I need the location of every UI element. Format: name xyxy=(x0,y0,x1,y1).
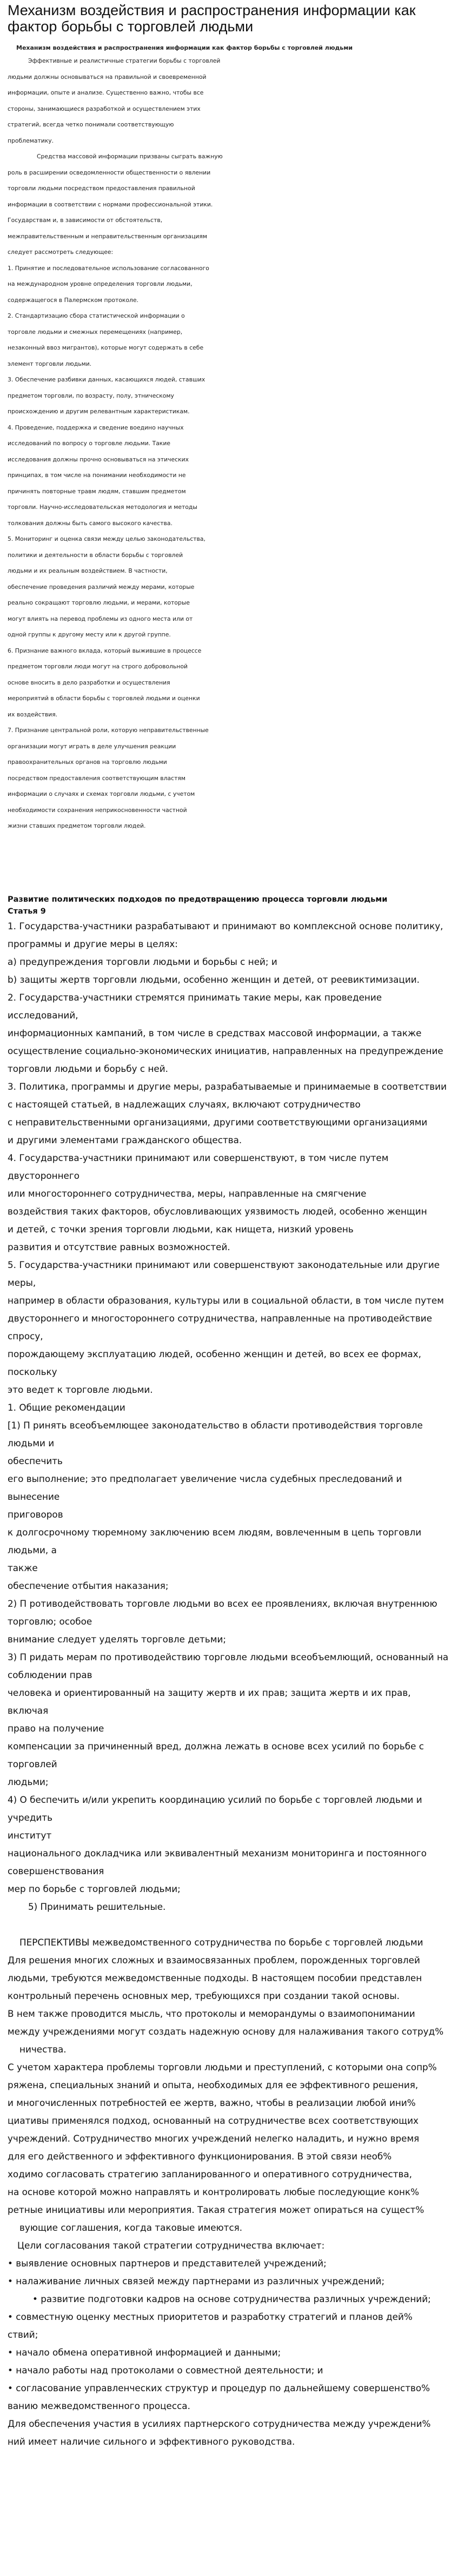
text-line: ряжена, специальных знаний и опыта, необходимых для ее эффективного решения, xyxy=(8,2079,419,2090)
text-line: 5. Мониторинг и оценка связи между целью законодательства, xyxy=(8,535,205,542)
text-line: людьми и их реальным воздействием. В частности, xyxy=(8,567,168,574)
text-line: • совместную оценку местных приоритетов и разработку стратегий и планов дей% xyxy=(8,2311,413,2322)
text-line: элемент торговли людьми. xyxy=(8,360,92,367)
text-line: • выявление основных партнеров и представителей учреждений; xyxy=(8,2257,327,2269)
text-line: незаконный ввоз мигрантов), которые могут содержать в себе xyxy=(8,344,204,351)
text-line: людьми; xyxy=(8,1776,49,1787)
text-line: 1. Общие рекомендации xyxy=(8,1401,125,1413)
text-line: компенсации за причиненный вред, должна лежать в основе всех усилий по борьбе с торговлей xyxy=(8,1740,424,1769)
text-line: обеспечение проведения различий между мерами, которые xyxy=(8,583,195,591)
text-line: жизни ставших предметом торговли людей. xyxy=(8,822,146,829)
text-line: информации, опыте и анализе. Существенно важно, чтобы все xyxy=(8,89,204,96)
text-line: двустороннего и многостороннего сотрудничества, направленные на противодействие спросу, xyxy=(8,1312,433,1341)
text-line: реально сокращают торговлю людьми, и мерами, которые xyxy=(8,599,190,606)
text-line: исследований по вопросу о торговле людьми. Такие xyxy=(8,440,170,447)
text-line: 2. Стандартизацию сбора статистической информации о xyxy=(8,312,185,319)
text-line: ретные инициативы или мероприятия. Такая стратегия может опираться на сущест% xyxy=(8,2204,424,2215)
text-line: информационных кампаний, в том числе в средствах массовой информации, а также xyxy=(8,1027,422,1038)
text-line: Эффективные и реалистичные стратегии борьбы с торговлей xyxy=(28,57,221,64)
text-line: • развитие подготовки кадров на основе сотрудничества различных учреждений; xyxy=(32,2293,431,2304)
text-line: 1. Принятие и последовательное использование согласованного xyxy=(8,264,209,272)
text-line: внимание следует уделять торговле детьми; xyxy=(8,1633,227,1645)
text-line: исследования должны прочно основываться на этических xyxy=(8,455,189,463)
text-line: учреждений. Сотрудничество многих учреждений нелегко наладить, и нужно время xyxy=(8,2132,420,2144)
text-line: торговли. Научно-исследовательская методология и методы xyxy=(8,504,197,511)
text-line: • налаживание личных связей между партнерами из различных учреждений; xyxy=(8,2275,385,2286)
section-subtitle: Механизм воздействия и распространения информации как фактор борьбы с торговлей людьми xyxy=(16,44,353,51)
text-line: также xyxy=(8,1562,38,1573)
text-line: совершенствования xyxy=(8,1865,104,1876)
text-line: воздействия таких факторов, обусловливающих уязвимость людей, особенно женщин xyxy=(8,1205,427,1217)
text-line: людьми должны основываться на правильной и своевременной xyxy=(8,73,207,81)
text-line: ствий; xyxy=(8,2329,38,2340)
text-line: стратегий, всегда четко понимали соответствующую xyxy=(8,121,174,128)
text-line: могут влиять на перевод проблемы из одного места или от xyxy=(8,615,193,622)
text-line: принципах, в том числе на понимании необходимости не xyxy=(8,472,186,479)
text-line: программы и другие меры в целях: xyxy=(8,938,178,949)
text-line: 3) П ридать мерам по противодействию торговле людьми всеобъемлющий, основанный на xyxy=(8,1651,449,1662)
text-line: соблюдении прав xyxy=(8,1669,92,1680)
text-line: на международном уровне определения торговли людьми, xyxy=(8,280,193,287)
text-line: 2. Государства-участники стремятся принимать такие меры, как проведение исследований, xyxy=(8,991,382,1021)
text-line: причинять повторные травм людям, ставшим предметом xyxy=(8,487,186,495)
text-line: и детей, с точки зрения торговли людьми, как нищета, низкий уровень xyxy=(8,1223,354,1235)
text-line: его выполнение; это предполагает увеличение числа судебных преследований и вынесение xyxy=(8,1473,402,1502)
text-line: циативы применялся подход, основанный на сотрудничестве всех соответствующих xyxy=(8,2115,419,2126)
text-line: для его действенного и эффективного функционирования. В этой связи необ% xyxy=(8,2150,392,2162)
text-line: происхождению и другим релевантным характеристикам. xyxy=(8,408,190,415)
text-line: одной группы к другому месту или к другой группе. xyxy=(8,631,171,638)
text-line: правоохранительных органов на торговлю людьми xyxy=(8,759,167,766)
text-line: b) защиты жертв торговли людьми, особенно женщин и детей, от реевиктимизации. xyxy=(8,974,420,985)
text-line: предметом торговли, по возрасту, полу, этническому xyxy=(8,392,174,399)
text-line: их воздействия. xyxy=(8,710,58,718)
text-line: 5) Принимать решительные. xyxy=(28,1901,166,1912)
text-line: и многочисленных потребностей ее жертв, важно, чтобы в реализации любой ини% xyxy=(8,2097,416,2108)
text-line: человека и ориентированный на защиту жертв и их прав; защита жертв и их прав, включая xyxy=(8,1687,411,1716)
text-line: ний имеет наличие сильного и эффективного руководства. xyxy=(8,2436,295,2447)
text-line: 4. Проведение, поддержка и сведение воедино научных xyxy=(8,424,184,431)
text-line: ванию межведомственного процесса. xyxy=(8,2400,190,2411)
text-line: политики и деятельности в области борьбы с торговлей xyxy=(8,551,183,559)
text-line: 3. Политика, программы и другие меры, разрабатываемые и принимаемые в соответствии xyxy=(8,1081,447,1092)
text-line: мероприятий в области борьбы с торговлей людьми и оценки xyxy=(8,695,200,702)
text-line: межправительственным и неправительственным организациям xyxy=(8,232,207,240)
text-line: • начало обмена оперативной информацией и данными; xyxy=(8,2346,281,2358)
text-line: основе вносить в дело разработки и осуществления xyxy=(8,679,170,686)
text-line: между учреждениями могут создать надежную основу для налаживания такого сотруд% xyxy=(8,2025,444,2037)
text-line: информации о случаях и схемах торговли людьми, с учетом xyxy=(8,790,195,797)
section-policy-approaches xyxy=(8,894,450,2451)
text-line: обеспечение отбытия наказания; xyxy=(8,1580,169,1591)
text-line: торговле людьми и смежных перемещениях (например, xyxy=(8,328,183,336)
text-line: это ведет к торговле людьми. xyxy=(8,1384,153,1395)
text-line: 7. Признание центральной роли, которую неправительственные xyxy=(8,727,209,734)
text-line: 4) О беспечить и/или укрепить координацию усилий по борьбе с торговлей людьми и учредить xyxy=(8,1794,422,1823)
text-line: содержащегося в Палермском протоколе. xyxy=(8,296,139,304)
section-information-mechanism xyxy=(8,43,450,834)
text-line: с неправительственными организациями, другими соответствующими организациями xyxy=(8,1116,428,1128)
text-line: роль в расширении осведомленности общественности о явлении xyxy=(8,169,211,176)
section-body xyxy=(8,917,450,2451)
text-line: Государствам и, в зависимости от обстоятельств, xyxy=(8,217,163,224)
section-heading: Развитие политических подходов по предотвращению процесса торговли людьми xyxy=(8,895,388,904)
text-line: предметом торговли люди могут на строго добровольной xyxy=(8,663,188,670)
text-line: людьми, требуются межведомственные подходы. В настоящем пособии представлен xyxy=(8,1972,422,1983)
text-line: право на получение xyxy=(8,1722,104,1734)
text-line: стороны, занимающиеся разработкой и осуществлением этих xyxy=(8,105,201,112)
text-line: 5. Государства-участники принимают или совершенствуют законодательные или другие меры, xyxy=(8,1259,440,1288)
section-body xyxy=(8,53,450,834)
text-line: например в области образования, культуры или в социальной области, в том числе путем xyxy=(8,1294,444,1306)
text-line: торговли людьми посредством предоставления правильной xyxy=(8,185,195,192)
text-line: • согласование управленческих структур и процедур по дальнейшему совершенство% xyxy=(8,2382,430,2393)
text-line: ходимо согласовать стратегию запланированного и оперативного сотрудничества, xyxy=(8,2168,413,2179)
text-line: 3. Обеспечение разбивки данных, касающихся людей, ставших xyxy=(8,376,205,383)
text-line: • начало работы над протоколами о совместной деятельности; и xyxy=(8,2364,323,2376)
text-line: к долгосрочному тюремному заключению всем людям, вовлеченным в цепь торговли людьми, а xyxy=(8,1526,422,1555)
text-line: на основе которой можно направлять и контролировать любые последующие конк% xyxy=(8,2186,420,2197)
text-line: и другими элементами гражданского общества. xyxy=(8,1134,242,1145)
text-line: вующие соглашения, когда таковые имеются. xyxy=(19,2222,243,2233)
text-line: приговоров xyxy=(8,1508,63,1520)
text-line: 4. Государства-участники принимают или совершенствуют, в том числе путем двустороннего xyxy=(8,1152,389,1181)
text-line: или многостороннего сотрудничества, меры, направленные на смягчение xyxy=(8,1188,367,1199)
text-line: необходимости сохранения неприкосновенности частной xyxy=(8,806,187,814)
text-line: порождающему эксплуатацию людей, особенно женщин и детей, во всех ее формах, поскольку xyxy=(8,1348,421,1377)
text-line: мер по борьбе с торговлей людьми; xyxy=(8,1883,181,1894)
text-line xyxy=(8,1916,450,1934)
text-line: торговли людьми и борьбу с ней. xyxy=(8,1063,168,1074)
text-line: 2) П ротиводействовать торговле людьми во всех ее проявлениях, включая внутреннюю xyxy=(8,1598,437,1609)
text-line: а) предупреждения торговли людьми и борьбы с ней; и xyxy=(8,956,277,967)
text-line: институт xyxy=(8,1829,52,1841)
text-line: проблематику. xyxy=(8,137,54,144)
text-line: В нем также проводится мысль, что протоколы и меморандумы о взаимопонимании xyxy=(8,2008,415,2019)
article-heading: Статья 9 xyxy=(8,907,46,916)
text-line: Для решения многих сложных и взаимосвязанных проблем, порожденных торговлей xyxy=(8,1954,420,1965)
text-line: контрольный перечень основных мер, требующихся при создании такой основы. xyxy=(8,1990,400,2001)
text-line: С учетом характера проблемы торговли людьми и преступлений, с которыми она сопр% xyxy=(8,2061,437,2072)
text-line: торговлю; особое xyxy=(8,1615,92,1627)
text-line: следует рассмотреть следующее: xyxy=(8,249,114,256)
page-title: Механизм воздействия и распространения информации как фактор борьбы с торговлей людьми xyxy=(8,2,416,35)
text-line: национального докладчика или эквивалентный механизм мониторинга и постоянного xyxy=(8,1847,427,1859)
text-line: ПЕРСПЕКТИВЫ межведомственного сотрудничества по борьбе с торговлей людьми xyxy=(19,1936,423,1948)
text-line: 6. Признание важного вклада, который выжившие в процессе xyxy=(8,647,202,654)
text-line: развития и отсутствие равных возможностей. xyxy=(8,1241,230,1252)
text-line: Цели согласования такой стратегии сотрудничества включает: xyxy=(17,2239,325,2251)
text-line: [1) П ринять всеобъемлющее законодательство в области противодействия торговле людьми и xyxy=(8,1419,423,1448)
text-line: Для обеспечения участия в усилиях партнерского сотрудничества между учреждени% xyxy=(8,2418,431,2429)
text-line: Средства массовой информации призваны сыграть важную xyxy=(37,153,223,160)
text-line: ничества. xyxy=(19,2043,67,2055)
text-line: толкования должны быть самого высокого качества. xyxy=(8,519,172,527)
text-line: обеспечить xyxy=(8,1455,63,1466)
text-line: посредством предоставления соответствующим властям xyxy=(8,774,186,782)
text-line: осуществление социально-экономических инициатив, направленных на предупреждение xyxy=(8,1045,443,1056)
text-line: 1. Государства-участники разрабатывают и принимают во комплексной основе политику, xyxy=(8,920,443,931)
text-line: информации в соответствии с нормами профессиональной этики. xyxy=(8,200,213,208)
text-line: с настоящей статьей, в надлежащих случаях, включают сотрудничество xyxy=(8,1098,361,1110)
text-line: организации могут играть в деле улучшения реакции xyxy=(8,742,176,750)
